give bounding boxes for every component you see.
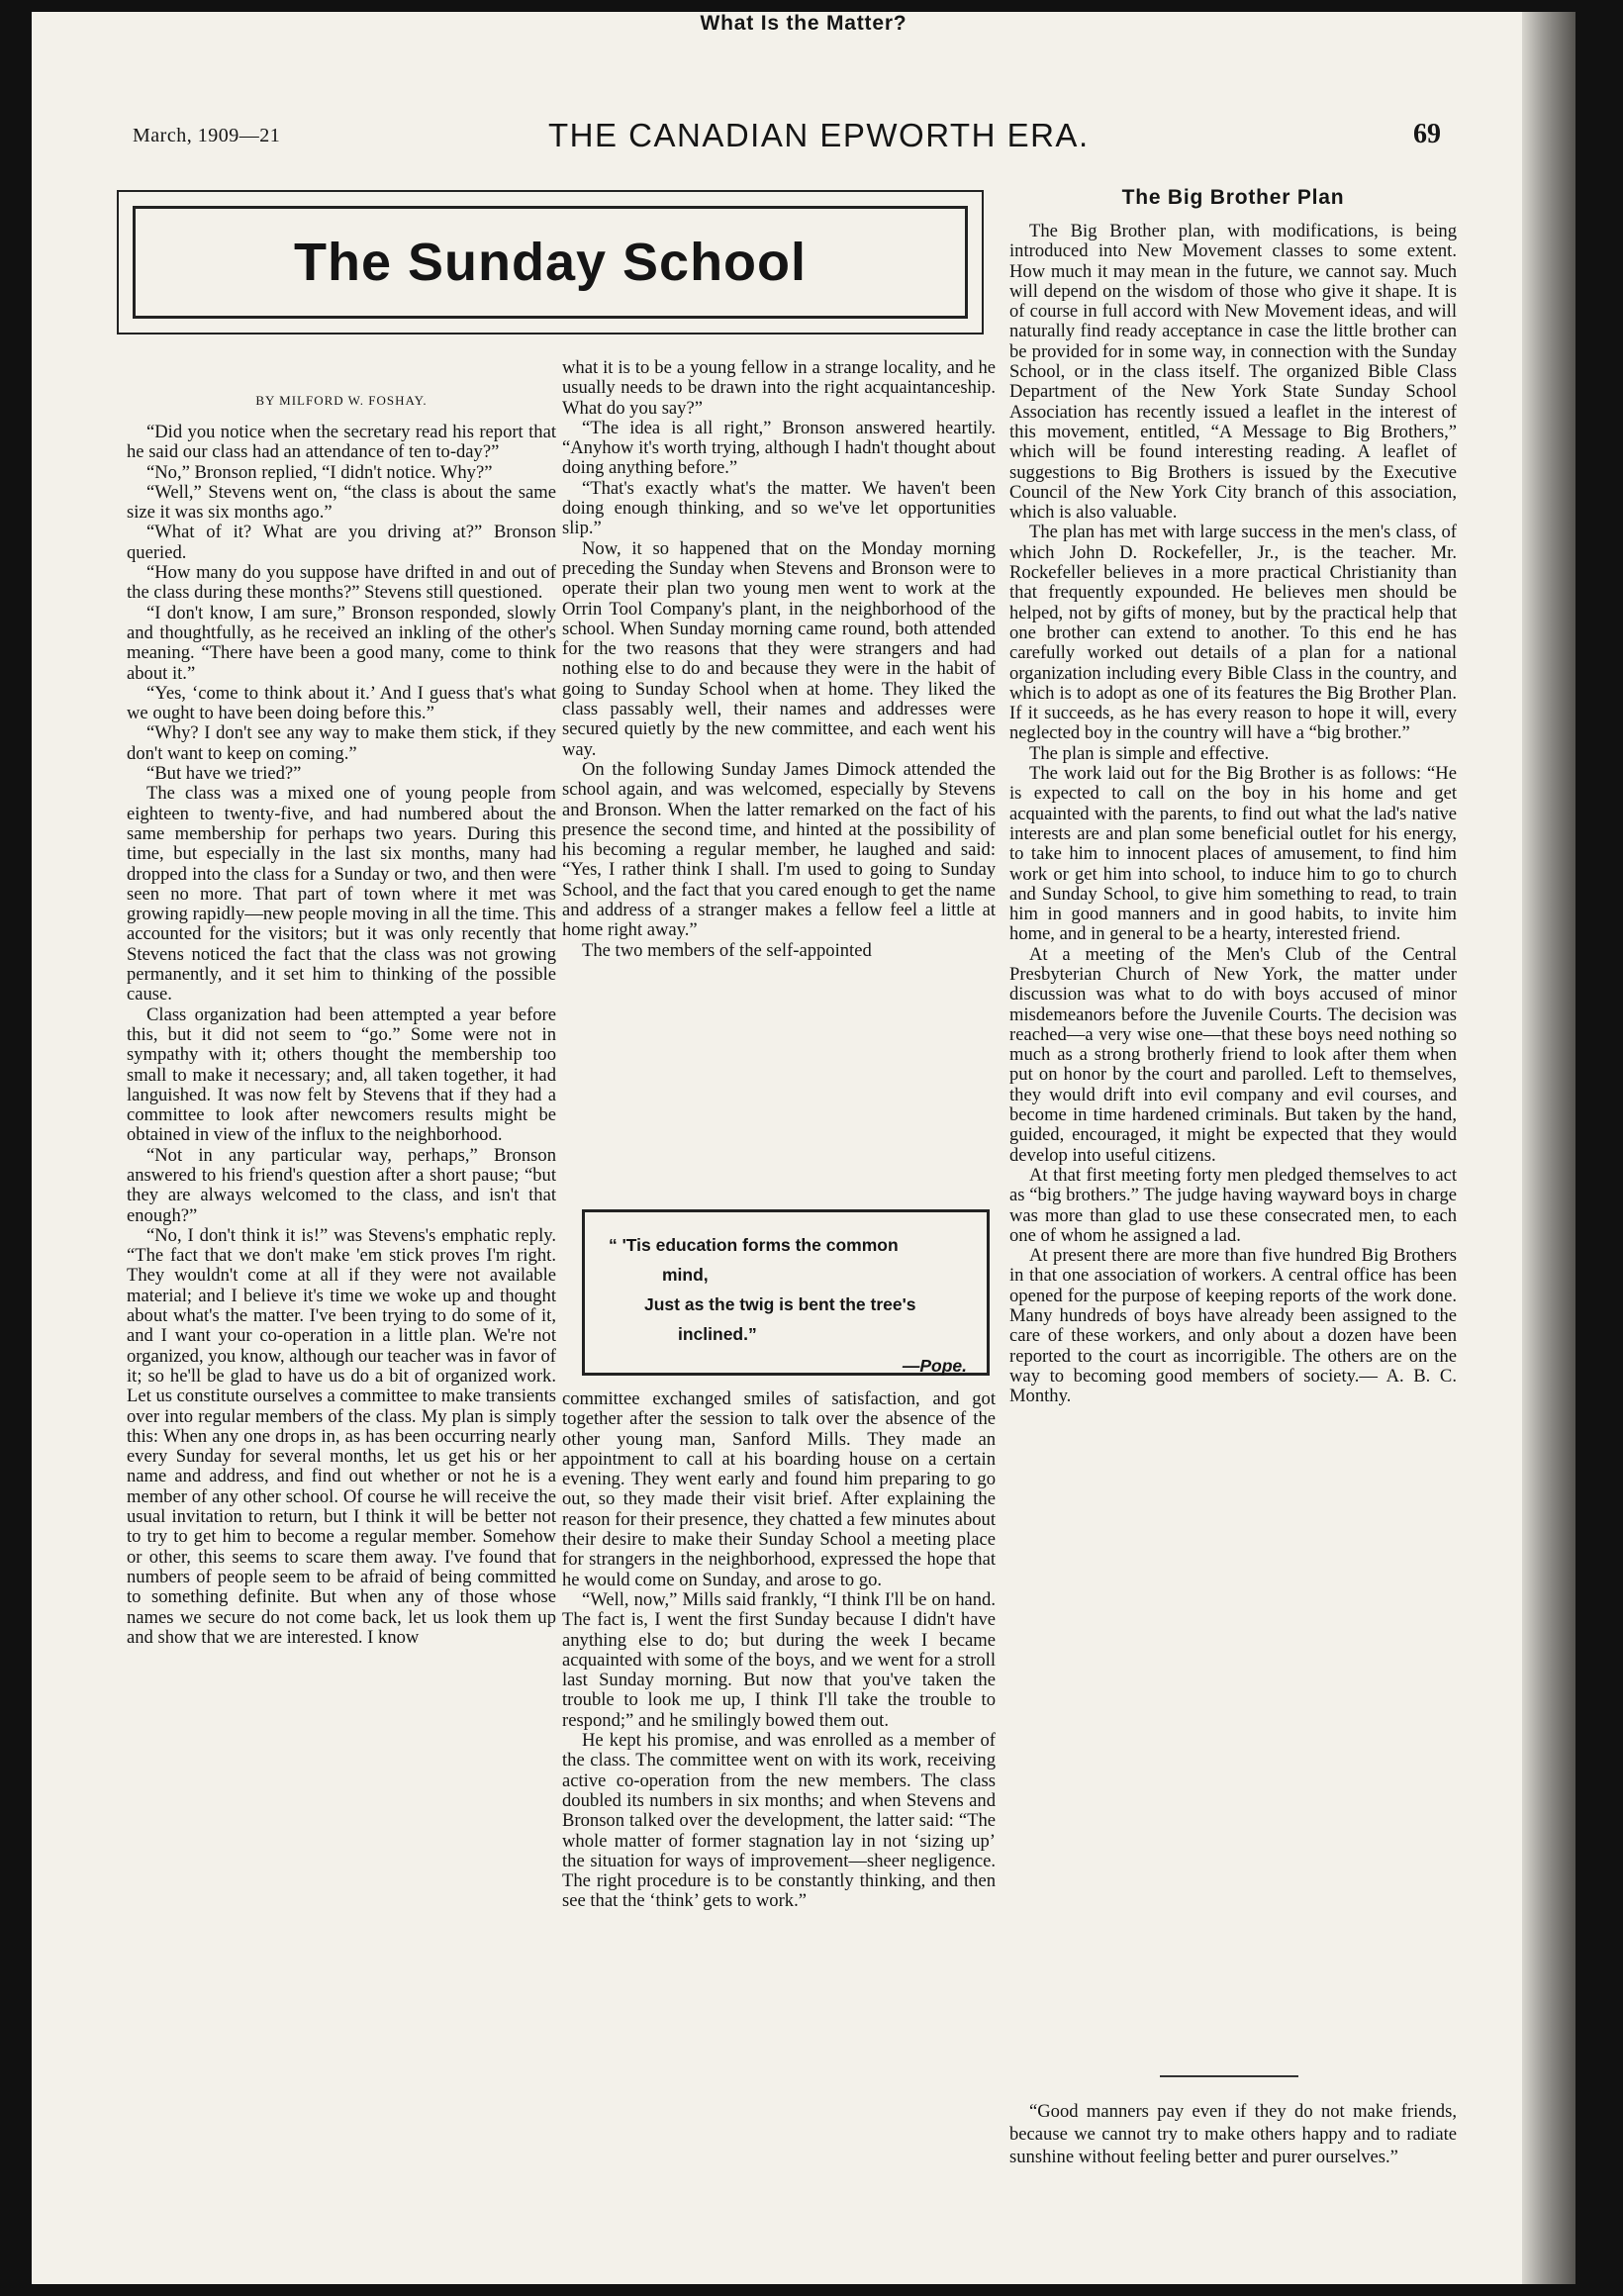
article-column-1 xyxy=(127,423,556,1648)
closing-quote xyxy=(1009,2100,1457,2168)
magazine-page xyxy=(32,12,1575,2284)
paragraph: “I don't know, I am sure,” Bronson responded, slowly and thoughtfully, as he received an inkling of the other's meaning. “There have been a good many, come to think about it.” xyxy=(127,602,556,684)
paragraph: “No, I don't think it is!” was Stevens's emphatic reply. “The fact that we don't make 'em stick proves I'm right. They wouldn't come at all if they were not available material; and I believe it's time we woke up and thought about what's the matter. I've been trying to do some of it, and I want your co-operation in a little plan. We're not organized, you know, although our teacher was in favor of it; so he'll be glad to have us do a bit of organized work. Let us constitute ourselves a committee to make transients over into regular members of the class. My plan is simply this: When any one drops in, as has been occurring nearly every Sunday for several months, let us get his or her name and address, and find out whether or not he is a member of any other school. Of course he will receive the usual invitation to return, but I think it will be better not to try to get him to become a regular member. Somehow or other, this seems to scare them away. I've found that numbers of people seem to be afraid of being committed to something definite. But when any of those whose names we secure do not come back, let us look them up and show that we are interested. I know xyxy=(127,1224,556,1648)
quote-line: inclined.” xyxy=(678,1324,757,1344)
article-heading: What Is the Matter? xyxy=(700,12,907,35)
publication-title: THE CANADIAN EPWORTH ERA. xyxy=(548,117,1090,153)
paragraph: committee exchanged smiles of satisfaction, and got together after the session to talk over the absence of the other young man, Sanford Mills. They made an appointment to call at his boarding house on a certain evening. They went early and found him preparing to go out, so they made their visit brief. After explaining the reason for their presence, they chatted a few minutes about their desire to make their Sunday School a meeting place for strangers in the neighborhood, expressed the hope that he would come on Sunday, and arose to go. xyxy=(562,1388,996,1590)
paragraph: “Did you notice when the secretary read his report that he said our class had an attendance of ten to-day?” xyxy=(127,422,556,463)
pull-quote xyxy=(609,1230,973,1376)
issue-date: March, 1909—21 xyxy=(133,125,281,146)
paragraph: On the following Sunday James Dimock attended the school again, and was welcomed, especially by Stevens and Bronson. When the latter remarked on the fact of his presence the second time, and hinted at the possibility of his becoming a regular member, he laughed and said: “Yes, I rather think I shall. I'm used to going to Sunday School, and the fact that you cared enough to get the name and address of a stranger makes a fellow feel a little at home right away.” xyxy=(562,758,996,941)
paragraph: He kept his promise, and was enrolled as a member of the class. The committee went on with its work, receiving active co-operation from the new members. The class doubled its numbers in six months; and when Stevens and Bronson talked over the development, the latter said: “The whole matter of former stagnation lay in not ‘sizing up’ the situation for ways of improvement—sheer negligence. The right procedure is to be constantly thinking, and then see that the ‘think’ gets to work.” xyxy=(562,1730,996,1912)
paragraph: “No,” Bronson replied, “I didn't notice. Why?” xyxy=(146,461,493,483)
section-banner-inner xyxy=(133,206,968,319)
paragraph: Now, it so happened that on the Monday morning preceding the Sunday when Stevens and Bronson were to operate their plan two young men went to work at the Orrin Tool Company's plant, in the neighborhood of the school. When Sunday morning came round, both attended for the two reasons that they were strangers and had nothing else to do and because they were in the habit of going to Sunday School when at home. They liked the class passably well, their names and addresses were secured quietly by the new committee, and each went his way. xyxy=(562,537,996,760)
closing-quote-text: “Good manners pay even if they do not make friends, because we cannot try to make others happy and to radiate sunshine without feeling better and purer ourselves.” xyxy=(1009,2101,1457,2167)
paragraph: “But have we tried?” xyxy=(146,763,302,785)
paragraph: The Big Brother plan, with modifications, is being introduced into New Movement classes to some extent. How much it may mean in the future, we cannot say. Much will depend on the wisdom of those who give it shape. It is of course in full accord with New Movement ideas, and will naturally find ready acceptance in case the little brother can be provided for in some way, in connection with the Sunday School, or in the class itself. The organized Bible Class Department of the New York State Sunday School Association has recently issued a leaflet in the interest of this movement, entitled, “A Message to Big Brothers,” which will be found interesting reading. A leaflet of suggestions to Big Brothers is issued by the Executive Council of the New York City branch of this association, which is also valuable. xyxy=(1009,221,1457,524)
paragraph: The work laid out for the Big Brother is as follows: “He is expected to call on the boy in his home and get acquainted with the parents, to find out what the lad's native interests are and plan some beneficial outlet for his energy, to take him to innocent places of amusement, to find him work or get him into school, to induce him to go to church and Sunday School, to give him something to read, to train him in good manners and in good habits, to invite him home, and in general to be a hearty, interested friend. xyxy=(1009,763,1457,945)
pull-quote-box xyxy=(582,1209,990,1376)
paragraph: The plan is simple and effective. xyxy=(1029,742,1270,764)
page-header xyxy=(133,117,1449,160)
article-column-3 xyxy=(1009,222,1457,1407)
paragraph: “The idea is all right,” Bronson answered heartily. “Anyhow it's worth trying, although I hadn't thought about doing anything before.” xyxy=(562,417,996,479)
paragraph: “Why? I don't see any way to make them stick, if they don't want to keep on coming.” xyxy=(127,722,556,764)
paragraph: “Well,” Stevens went on, “the class is about the same size it was six months ago.” xyxy=(127,481,556,524)
paragraph: “Well, now,” Mills said frankly, “I think I'll be on hand. The fact is, I went the first Sunday because I didn't have anything else to do; but during the week I became acquainted with some of the boys, and we went for a stroll last Sunday morning. But now that you've taken the trouble to look me up, I think I'll take the trouble to respond;” and he smilingly bowed them out. xyxy=(562,1588,996,1731)
section-banner xyxy=(117,190,984,335)
book-gutter xyxy=(1522,12,1575,2284)
paragraph: The class was a mixed one of young people from eighteen to twenty-five, and had numbered about the same membership for perhaps two years. During this time, but especially in the last six months, many had dropped into the class for a Sunday or two, and then were seen no more. That part of town where it met was growing rapidly—new people moving in all the time. This accounted for the visitors; but it was only recently that Stevens noticed the fact that the class was not growing permanently, and it set him to thinking of the possible cause. xyxy=(127,783,556,1005)
paragraph: what it is to be a young fellow in a strange locality, and he usually needs to be drawn into the right acquaintanceship. What do you say?” xyxy=(562,357,996,419)
paragraph: The plan has met with large success in the men's class, of which John D. Rockefeller, Jr., is the teacher. Mr. Rockefeller believes in a more practical Christianity than that frequently expounded. He believes men should be helped, not by gifts of money, but by the practical help that one brother can extend to another. To this end he has carefully worked out details of a plan for a national organization including every Bible Class in the country, and which is to adopt as one of its features the Big Brother Plan. If it succeeds, as he has every reason to hope it will, every neglected boy in the country will have a “big brother.” xyxy=(1009,522,1457,744)
page-number: 69 xyxy=(1413,119,1441,149)
paragraph: “Not in any particular way, perhaps,” Bronson answered to his friend's question after a short pause; “but they are always welcomed to the class, and isn't that enough?” xyxy=(127,1144,556,1226)
quote-line: Just as the twig is bent the tree's xyxy=(644,1294,916,1314)
quote-author: —Pope. xyxy=(902,1356,967,1376)
quote-line: “ 'Tis education forms the common xyxy=(609,1235,899,1255)
paragraph: “How many do you suppose have drifted in and out of the class during these months?” Stevens still questioned. xyxy=(127,562,556,604)
paragraph: At that first meeting forty men pledged themselves to act as “big brothers.” The judge having wayward boys in charge was more than glad to use these consecrated men, to each one of whom he assigned a lad. xyxy=(1009,1164,1457,1246)
article-column-2-bottom xyxy=(562,1389,996,1912)
article-byline: BY MILFORD W. FOSHAY. xyxy=(255,393,428,408)
paragraph: “Yes, ‘come to think about it.’ And I guess that's what we ought to have been doing before this.” xyxy=(127,682,556,724)
paragraph: The two members of the self-appointed xyxy=(582,939,872,961)
quote-line: mind, xyxy=(662,1265,709,1285)
paragraph: At present there are more than five hundred Big Brothers in that one association of workers. A central office has been opened for the purpose of keeping reports of the work done. Many hundreds of boys have already been assigned to the care of these workers, and only about a dozen have been reported to the court as incorrigible. The others are on the way to becoming good members of society.— A. B. C. Monthy. xyxy=(1009,1245,1457,1407)
divider-rule xyxy=(1160,2075,1298,2077)
paragraph: Class organization had been attempted a year before this, but it did not seem to “go.” Some were not in sympathy with it; others thought the membership too small to make it necessary; and, all taken together, it had languished. It was now felt by Stevens that if they had a committee to look after newcomers results might be obtained in view of the influx to the neighborhood. xyxy=(127,1004,556,1146)
paragraph: “What of it? What are you driving at?” Bronson queried. xyxy=(127,522,556,563)
paragraph: At a meeting of the Men's Club of the Central Presbyterian Church of New York, the matter under discussion was what to do with boys accused of minor misdemeanors before the Juvenile Courts. The decision was reached—a very wise one—that these boys need nothing so much as a strong brotherly friend to look after them when put on honor by the court and parolled. Left to themselves, they would drift into evil company and evil courses, and become in time hardened criminals. But taken by the hand, guided, encouraged, it might be expected that they would develop into useful citizens. xyxy=(1009,943,1457,1166)
article-heading-2: The Big Brother Plan xyxy=(1121,186,1345,209)
section-title: The Sunday School xyxy=(293,233,808,292)
paragraph: “That's exactly what's the matter. We haven't been doing enough thinking, and so we've let opportunities slip.” xyxy=(562,477,996,539)
article-column-2-top xyxy=(562,358,996,961)
